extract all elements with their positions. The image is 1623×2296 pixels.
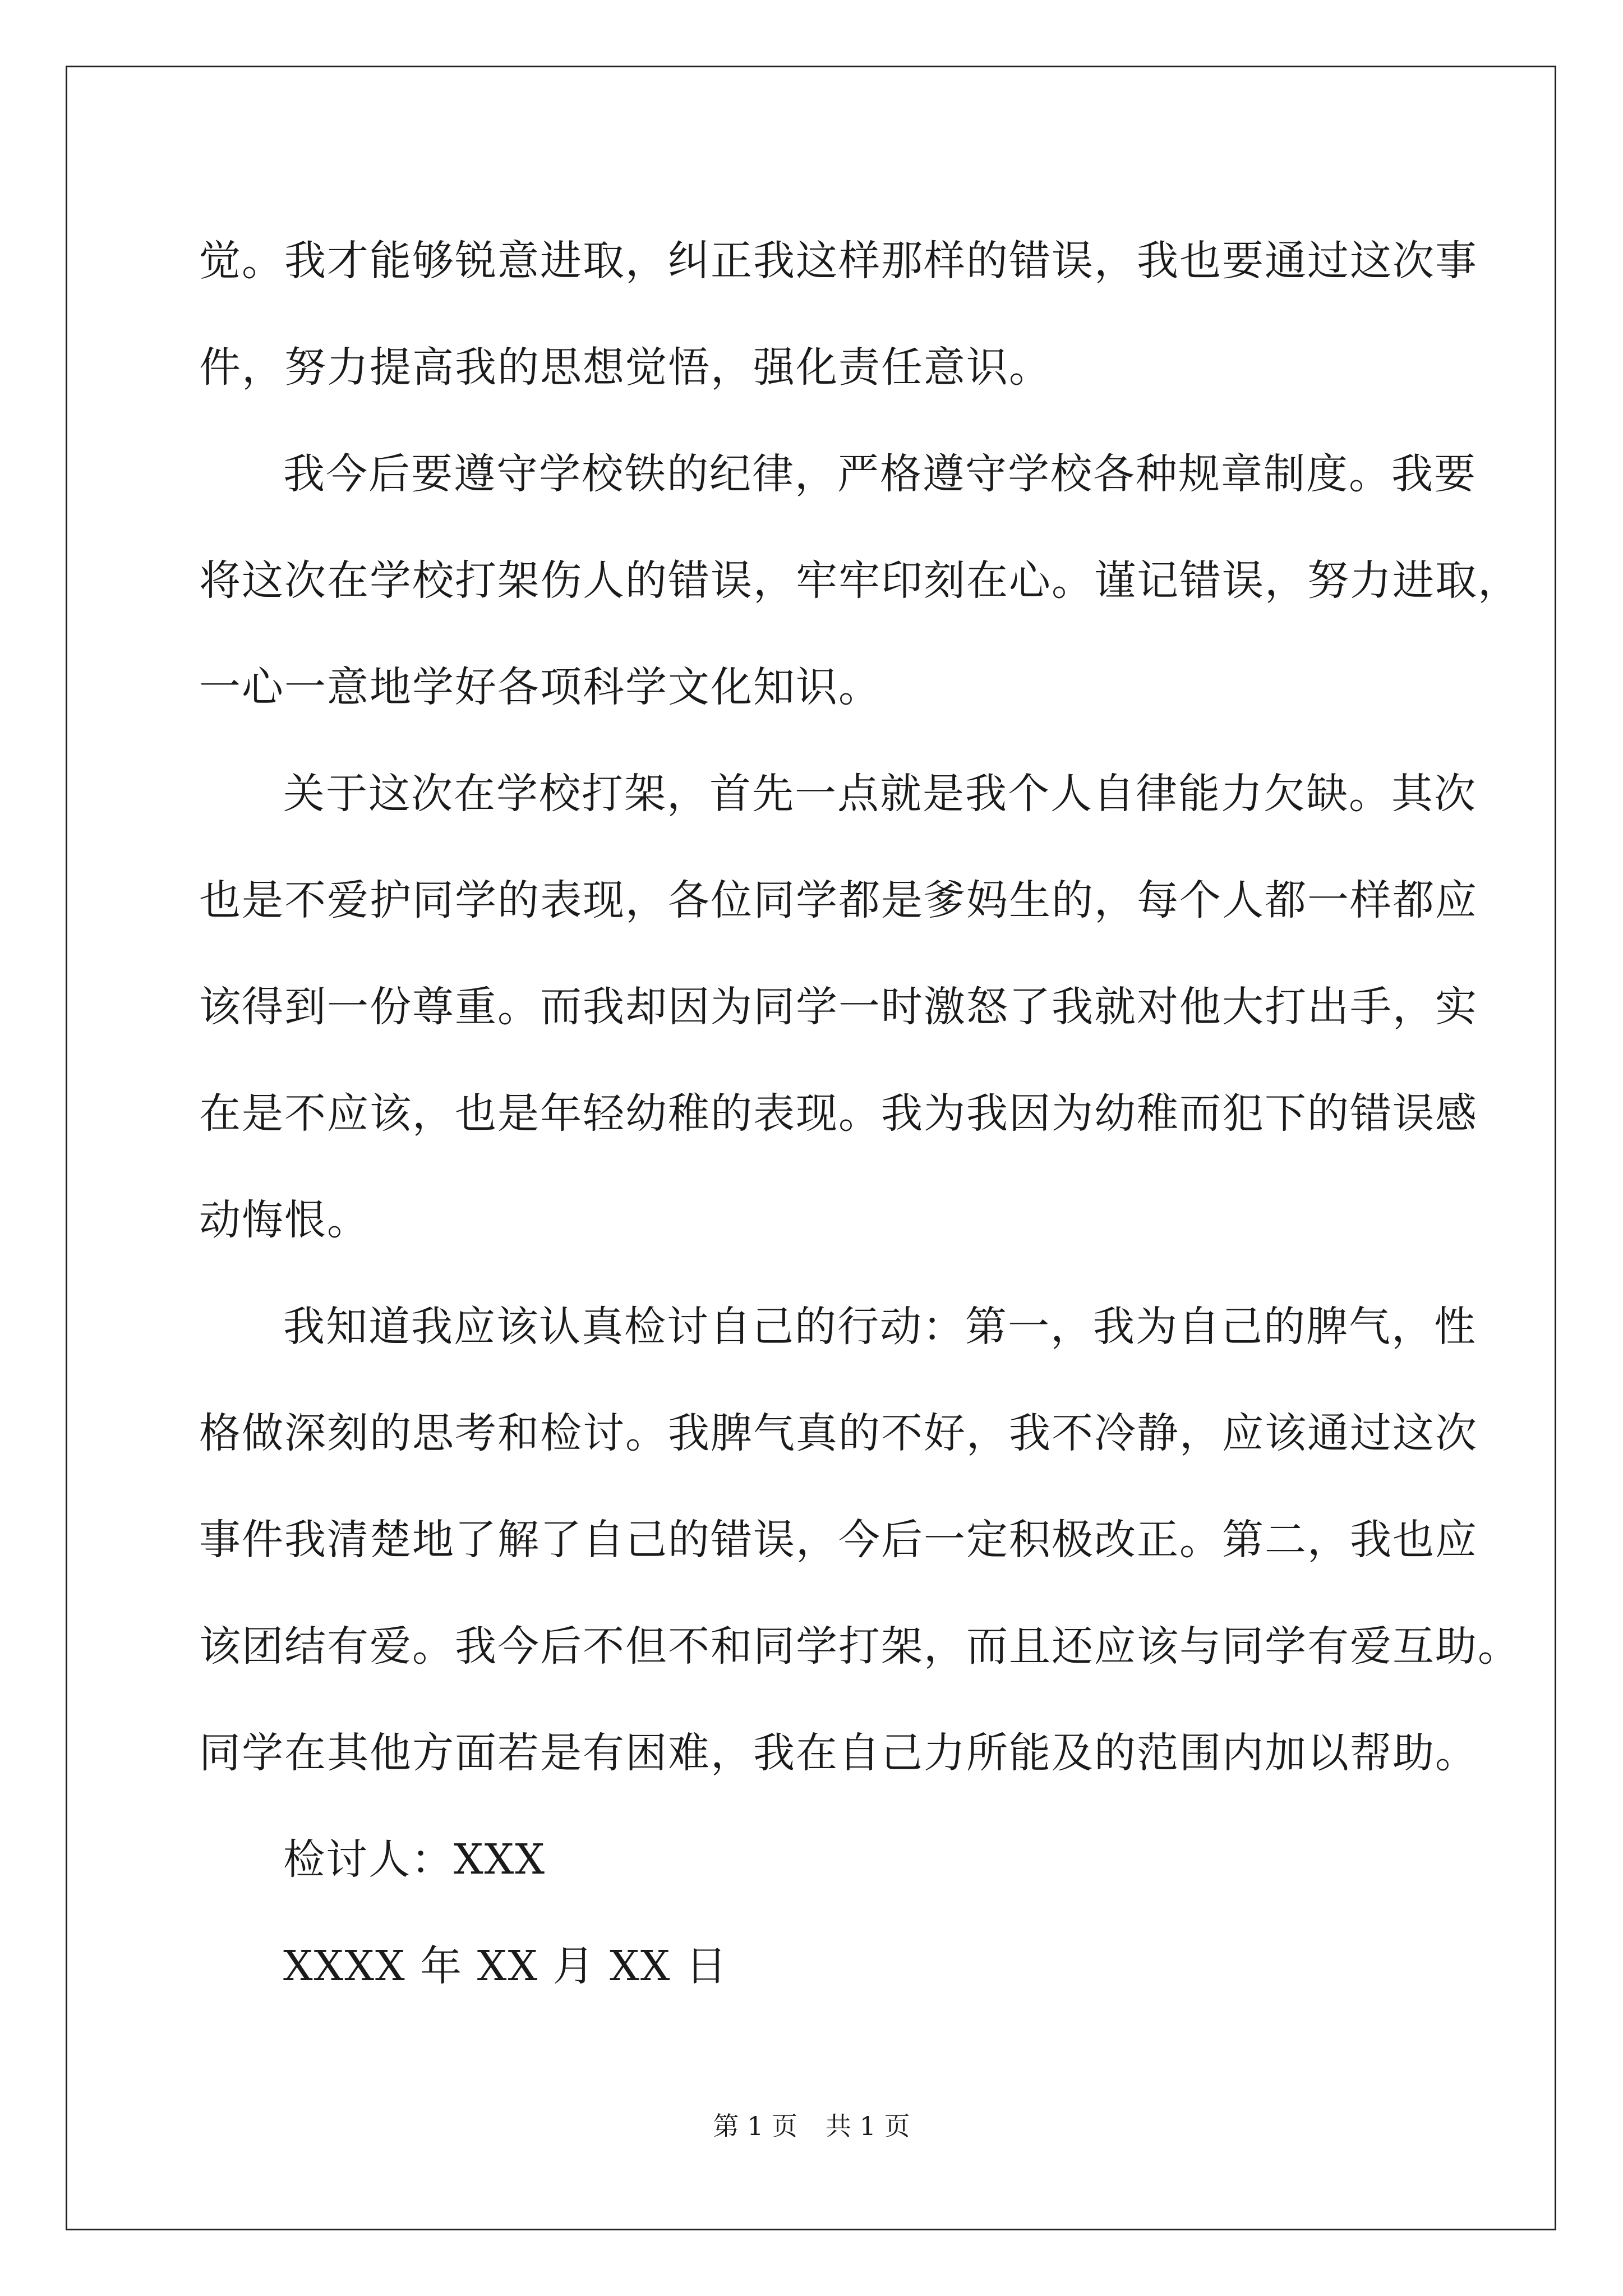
text-line: 我今后要遵守学校铁的纪律，严格遵守学校各种规章制度。我要 [283, 450, 1477, 498]
text-line: 也是不爱护同学的表现，各位同学都是爹妈生的，每个人都一样都应 [199, 876, 1478, 924]
text-line: 事件我清楚地了解了自己的错误，今后一定积极改正。第二，我也应 [199, 1516, 1478, 1564]
text-line: 一心一意地学好各项科学文化知识。 [199, 663, 881, 711]
text-line: 格做深刻的思考和检讨。我脾气真的不好，我不冷静，应该通过这次 [199, 1409, 1478, 1457]
text-line: 件，努力提高我的思想觉悟，强化责任意识。 [199, 343, 1052, 392]
text-line: 我知道我应该认真检讨自己的行动：第一，我为自己的脾气，性 [283, 1303, 1477, 1351]
page-footer [0, 2104, 1623, 2148]
text-line: 觉。我才能够锐意进取，纠正我这样那样的错误，我也要通过这次事 [199, 237, 1478, 285]
text-line: 该团结有爱。我今后不但不和同学打架，而且还应该与同学有爱互助。 [199, 1622, 1520, 1671]
text-line: 动悔恨。 [199, 1196, 370, 1244]
text-line: 在是不应该，也是年轻幼稚的表现。我为我因为幼稚而犯下的错误感 [199, 1089, 1478, 1138]
text-line: 关于这次在学校打架，首先一点就是我个人自律能力欠缺。其次 [283, 770, 1477, 818]
document-body [199, 208, 1520, 2019]
page-number-total: 共 1 页 [826, 2111, 910, 2141]
date-line: XXXX 年 XX 月 XX 日 [283, 1942, 728, 1990]
page-number-current: 第 1 页 [713, 2111, 797, 2141]
text-line: 同学在其他方面若是有困难，我在自己力所能及的范围内加以帮助。 [199, 1729, 1478, 1777]
text-line: 将这次在学校打架伤人的错误，牢牢印刻在心。谨记错误，努力进取， [199, 556, 1520, 605]
text-line: 该得到一份尊重。而我却因为同学一时激怒了我就对他大打出手，实 [199, 983, 1478, 1031]
signature-line: 检讨人：XXX [283, 1835, 546, 1884]
